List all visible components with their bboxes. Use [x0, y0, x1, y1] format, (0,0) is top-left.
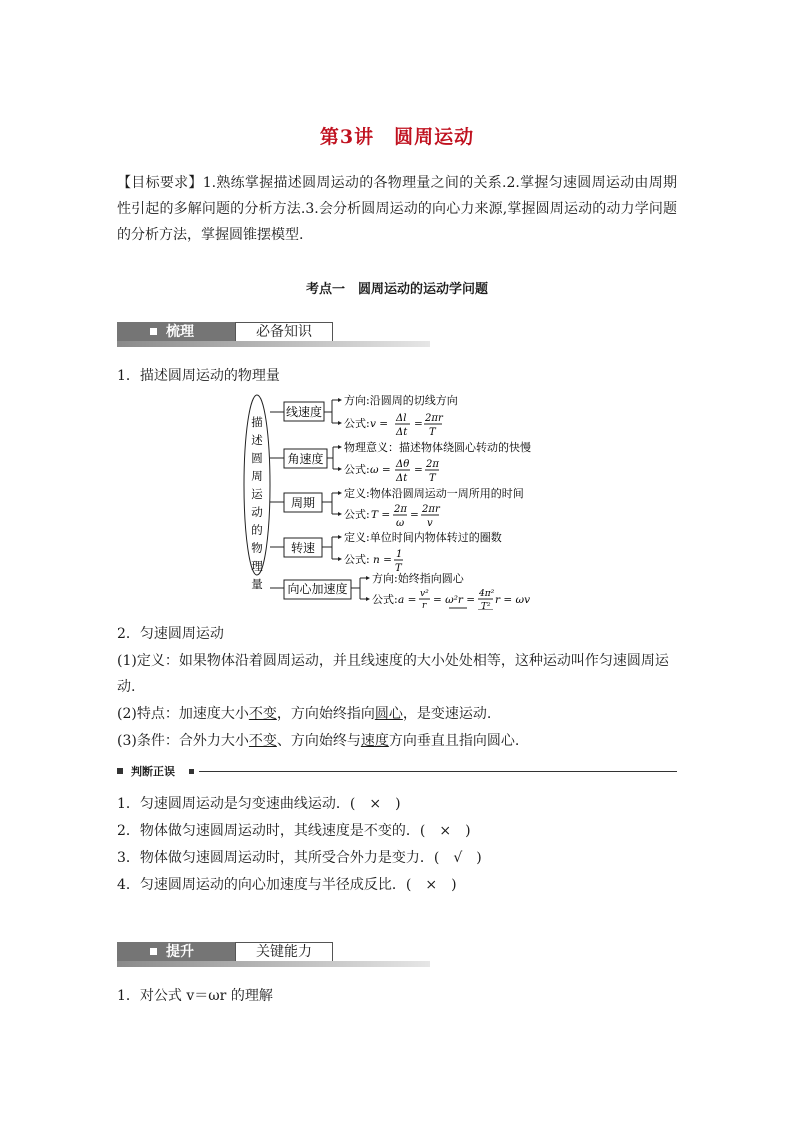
desc-w-formula-label: 公式: — [344, 463, 370, 476]
svg-text:v: v — [427, 518, 433, 529]
svg-text:2π: 2π — [394, 504, 407, 515]
square-icon — [189, 769, 194, 774]
judge-header — [117, 763, 677, 779]
desc-n-formula-label: 公式: — [344, 553, 370, 566]
svg-text:=: = — [410, 509, 419, 521]
desc-v-formula-label: 公式: — [344, 417, 370, 430]
item2-heading: 2．匀速圆周运动 — [117, 626, 224, 642]
svg-text:T: T — [429, 473, 436, 484]
svg-text:T: T — [395, 563, 402, 574]
item2-def-line1: (1)定义：如果物体沿着圆周运动，并且线速度的大小处处相等，这种运动叫作匀速圆周运 — [117, 653, 669, 669]
square-icon — [117, 768, 123, 774]
desc-a-formula-label: 公式: — [372, 593, 398, 606]
section-bar-shuli — [117, 320, 430, 348]
svg-text:= ω²r =: = ω²r = — [433, 594, 476, 606]
svg-text:T²: T² — [481, 602, 491, 610]
fill-answer: 不变 — [248, 733, 277, 749]
node-zhuansu: 转速 — [290, 541, 316, 555]
judge-item: 2．物体做匀速圆周运动时，其线速度是不变的．( × ) — [117, 823, 471, 839]
item2-feature: (2)特点：加速度大小不变，方向始终指向圆心，是变速运动. — [117, 706, 492, 722]
ellipse-vertical-label: 描述圆周运动的物理量 — [251, 415, 263, 591]
svg-text:r = ωv: r = ωv — [495, 594, 531, 606]
judge-item: 1．匀速圆周运动是匀变速曲线运动．( × ) — [117, 796, 401, 812]
desc-T-formula-label: 公式: — [344, 508, 370, 521]
square-icon — [150, 948, 157, 955]
svg-text:ω =: ω = — [370, 464, 391, 476]
page-title: 第3讲 圆周运动 — [319, 126, 475, 148]
objective-text: 1.熟练掌握描述圆周运动的各物理量之间的关系.2.掌握匀速圆周运动由周期性引起的多解问题的分析方法.3.会分析圆周运动的向心力来源,掌握圆周运动的动力学问题的分析方法，掌握圆锥摆模型. — [117, 175, 678, 243]
desc-a-dir: 方向:始终指向圆心 — [372, 572, 464, 585]
svg-text:ω: ω — [396, 518, 405, 529]
section-bar-light: 关键能力 — [235, 942, 333, 963]
desc-v-dir: 方向:沿圆周的切线方向 — [344, 394, 458, 407]
svg-text:1: 1 — [396, 549, 403, 560]
svg-text:a =: a = — [398, 594, 417, 606]
svg-text:T =: T = — [371, 509, 391, 521]
svg-text:=: = — [414, 418, 423, 430]
desc-w-meaning: 物理意义：描述物体绕圆心转动的快慢 — [344, 441, 531, 454]
judge-item: 3．物体做匀速圆周运动时，其所受合外力是变力．( √ ) — [117, 850, 482, 866]
fill-answer: 圆心 — [374, 706, 403, 722]
judge-item: 4．匀速圆周运动的向心加速度与半径成反比．( × ) — [117, 877, 457, 893]
judge-label: 判断正误 — [131, 765, 175, 778]
kaodian-heading: 考点一 圆周运动的运动学问题 — [305, 282, 488, 297]
node-xiansudu: 线速度 — [285, 405, 323, 419]
desc-T-def: 定义:物体沿圆周运动一周所用的时间 — [344, 487, 524, 500]
svg-text:v =: v = — [370, 418, 389, 430]
svg-text:4π²: 4π² — [479, 589, 495, 599]
node-xiangxin: 向心加速度 — [287, 582, 348, 596]
judge-rule — [199, 771, 677, 772]
node-jiaosudu: 角速度 — [287, 452, 324, 466]
svg-text:Δl: Δl — [396, 413, 407, 424]
svg-text:2πr: 2πr — [425, 413, 443, 424]
square-icon — [150, 328, 157, 335]
objective-label: 【目标要求】 — [117, 175, 203, 191]
item1-heading: 1．描述圆周运动的物理量 — [117, 368, 280, 384]
item3-heading: 1．对公式 v＝ωr 的理解 — [117, 988, 273, 1004]
section-bar-shadow — [117, 341, 430, 347]
svg-text:n =: n = — [373, 554, 392, 566]
svg-text:T: T — [429, 427, 436, 438]
svg-text:=: = — [414, 464, 423, 476]
node-zhouqi: 周期 — [290, 496, 316, 510]
svg-text:v²: v² — [420, 589, 429, 599]
section-bar-shadow — [117, 961, 430, 967]
fill-answer: 不变 — [248, 706, 277, 722]
svg-text:Δθ: Δθ — [396, 459, 410, 470]
item2-def-line2: 动. — [117, 679, 136, 695]
desc-n-def: 定义:单位时间内物体转过的圈数 — [344, 531, 502, 544]
section-bar-dark: 梳理 — [117, 322, 235, 343]
section-bar-light: 必备知识 — [235, 322, 333, 343]
svg-text:2πr: 2πr — [422, 504, 440, 515]
svg-text:Δt: Δt — [396, 427, 408, 438]
svg-text:r: r — [422, 601, 427, 610]
fill-answer: 速度 — [360, 733, 389, 749]
objective-paragraph — [117, 170, 677, 248]
svg-text:2π: 2π — [426, 459, 439, 470]
section-bar-dark: 提升 — [117, 942, 235, 963]
concept-diagram — [230, 390, 550, 610]
item2-condition: (3)条件：合外力大小不变、方向始终与速度方向垂直且指向圆心. — [117, 733, 520, 749]
section-bar-tisheng — [117, 940, 430, 968]
svg-text:Δt: Δt — [396, 473, 408, 484]
